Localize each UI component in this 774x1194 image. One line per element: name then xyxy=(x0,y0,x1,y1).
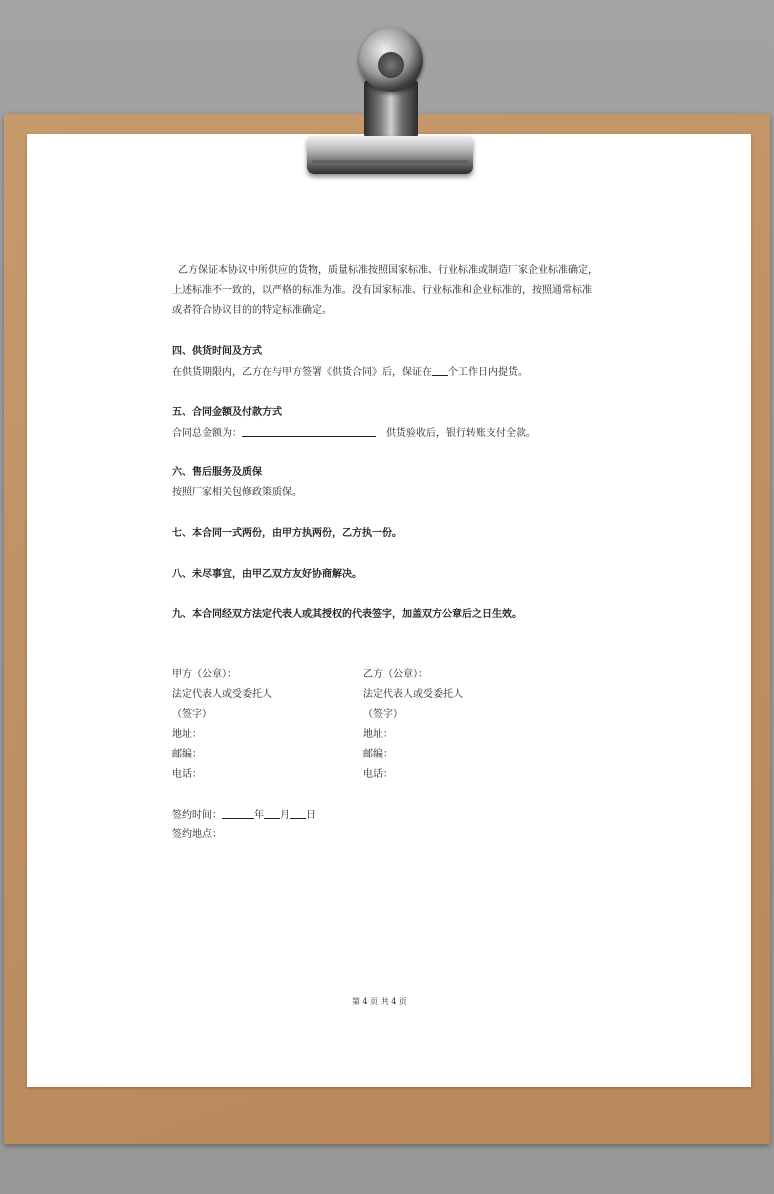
section6-heading: 六、售后服务及质保 xyxy=(172,467,262,478)
month-label: 月 xyxy=(280,810,290,821)
party-a-title: 甲方（公章）： xyxy=(172,669,237,680)
section8-heading: 八、未尽事宜，由甲乙双方友好协商解决。 xyxy=(172,569,362,580)
party-b-rep: 法定代表人或受委托人 xyxy=(363,689,463,700)
party-b-sign: （签字） xyxy=(363,709,403,720)
clip-base-line xyxy=(312,160,468,163)
party-a-phone: 电话： xyxy=(172,769,202,780)
party-a-postcode: 邮编： xyxy=(172,749,202,760)
clause-line-1: 乙方保证本协议中所供应的货物，质量标准按照国家标准、行业标准或制造厂家企业标准确定， xyxy=(178,265,598,276)
days-blank xyxy=(432,365,448,376)
clause-line-3: 或者符合协议目的的特定标准确定。 xyxy=(172,305,332,316)
section5-body xyxy=(172,426,536,441)
section5-body-pre: 合同总金额为： xyxy=(172,428,242,439)
clip-base xyxy=(307,136,473,174)
section5-body-post: 供货验收后，银行转账支付全款。 xyxy=(386,428,536,439)
clip-ring-hole xyxy=(378,52,404,78)
section4-body-post: 个工作日内提货。 xyxy=(448,367,528,378)
section9-heading: 九、本合同经双方法定代表人或其授权的代表签字，加盖双方公章后之日生效。 xyxy=(172,609,522,620)
signing-place: 签约地点： xyxy=(172,829,222,840)
day-blank xyxy=(290,808,306,819)
signing-time xyxy=(172,808,316,823)
party-b-address: 地址： xyxy=(363,729,393,740)
party-a-sign: （签字） xyxy=(172,709,212,720)
party-b-title: 乙方（公章）： xyxy=(363,669,428,680)
party-b-postcode: 邮编： xyxy=(363,749,393,760)
year-blank xyxy=(222,808,254,819)
party-a-address: 地址： xyxy=(172,729,202,740)
year-label: 年 xyxy=(254,810,264,821)
amount-blank xyxy=(242,426,376,437)
party-a-rep: 法定代表人或受委托人 xyxy=(172,689,272,700)
section4-body xyxy=(172,365,528,380)
section4-body-pre: 在供货期限内，乙方在与甲方签署《供货合同》后，保证在 xyxy=(172,367,432,378)
month-blank xyxy=(264,808,280,819)
day-label: 日 xyxy=(306,810,316,821)
clause-line-2: 上述标准不一致的，以严格的标准为准。没有国家标准、行业标准和企业标准的，按照通常标准 xyxy=(172,285,592,296)
page-footer: 第 4 页 共 4 页 xyxy=(352,997,407,1006)
section5-heading: 五、合同金额及付款方式 xyxy=(172,407,282,418)
signing-time-label: 签约时间： xyxy=(172,810,222,821)
section6-body: 按照厂家相关包修政策质保。 xyxy=(172,487,302,498)
section7-heading: 七、本合同一式两份，由甲方执两份，乙方执一份。 xyxy=(172,528,402,539)
party-b-phone: 电话： xyxy=(363,769,393,780)
section4-heading: 四、供货时间及方式 xyxy=(172,346,262,357)
